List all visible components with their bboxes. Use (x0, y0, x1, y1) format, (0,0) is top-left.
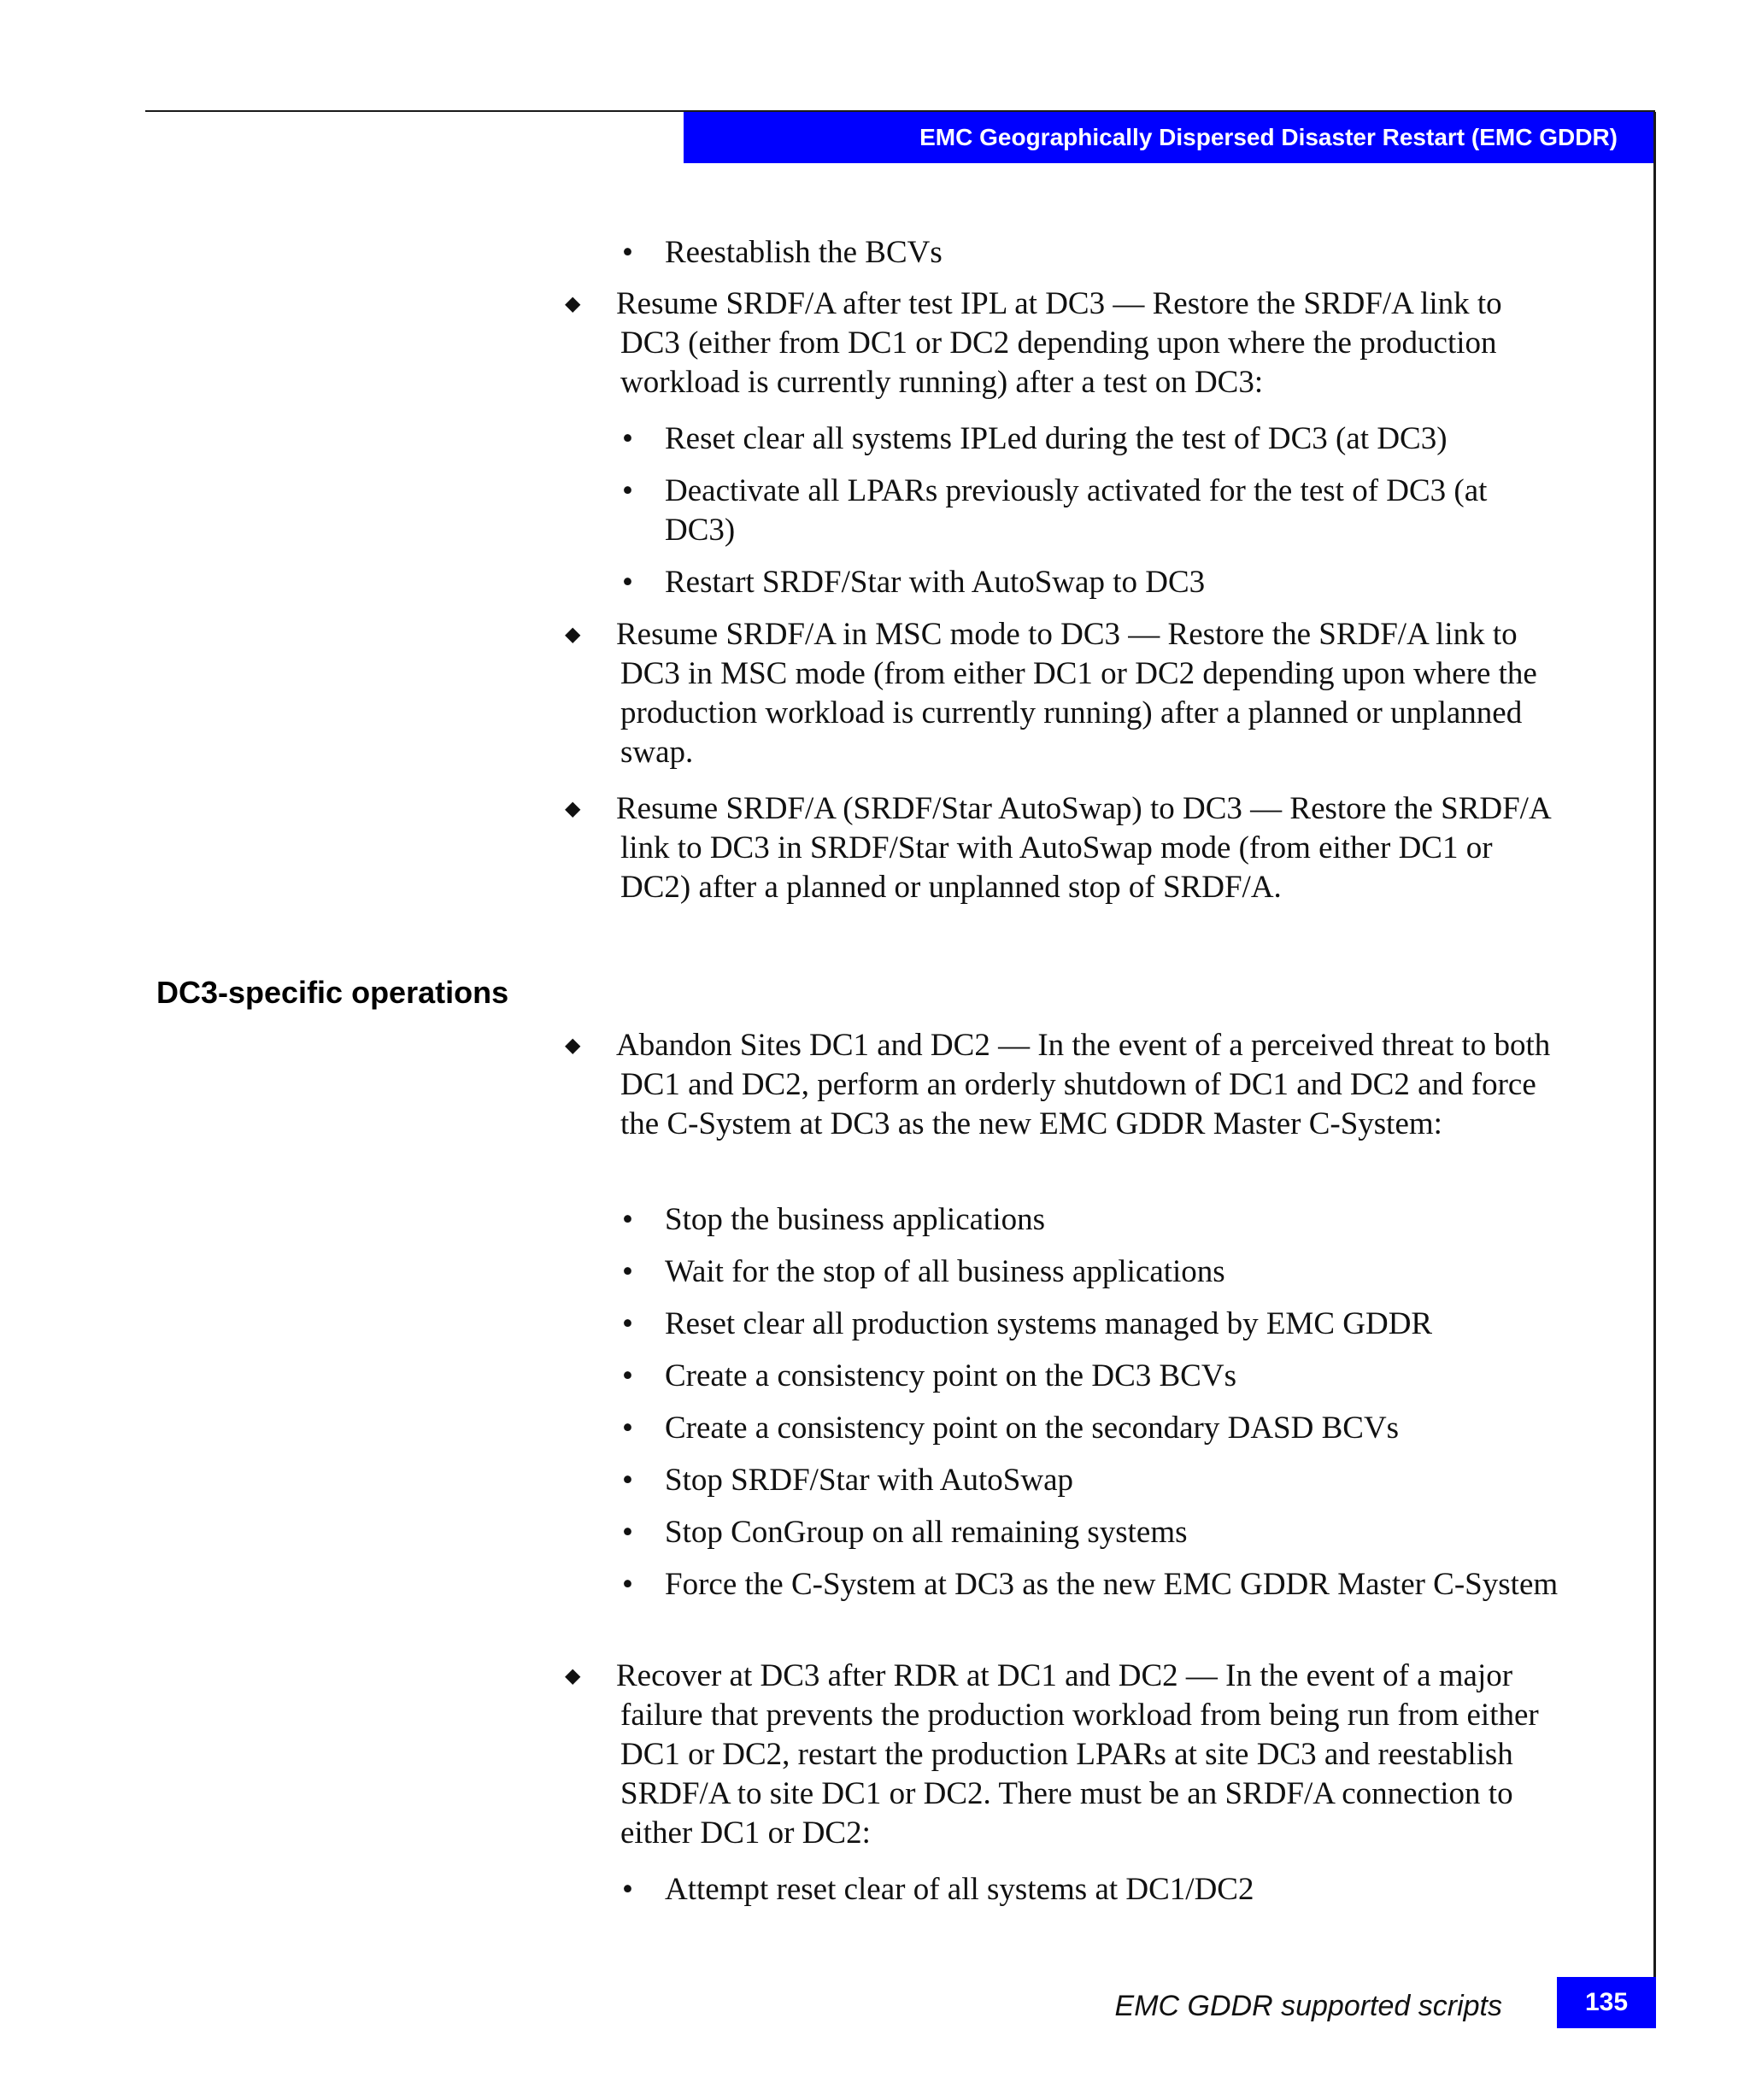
list-item-text: Resume SRDF/A in MSC mode to DC3 — Restore the SRDF/A link to DC3 in MSC mode (from either DC1 or DC2 depending upon where the production workload is currently running) after a planned or unplanned swap. (616, 617, 1537, 770)
list-item-text: Create a consistency point on the secondary DASD BCVs (665, 1411, 1400, 1446)
list-item-text: Restart SRDF/Star with AutoSwap to DC3 (665, 565, 1206, 600)
list-item-text: Create a consistency point on the DC3 BCVs (665, 1358, 1236, 1393)
bullet-marker: • (622, 1515, 633, 1550)
bullet-marker: • (622, 565, 633, 600)
list-item-sub (622, 1870, 1562, 1909)
list-item-text: Resume SRDF/A (SRDF/Star AutoSwap) to DC3 — Restore the SRDF/A link to DC3 in SRDF/Star with AutoSwap mode (from either DC1 or DC2) after a planned or unplanned stop of SRDF/A. (616, 791, 1550, 905)
list-item-sub (622, 1305, 1562, 1344)
list-item-sub (622, 233, 1562, 273)
bullet-marker: • (622, 473, 633, 508)
bullet-marker: • (622, 1411, 633, 1446)
bullet-marker: • (622, 1358, 633, 1393)
list-item-text: Abandon Sites DC1 and DC2 — In the event of a perceived threat to both DC1 and DC2, perform an orderly shutdown of DC1 and DC2 and force the C-System at DC3 as the new EMC GDDR Master C-System: (616, 1028, 1551, 1141)
list-item (565, 1026, 1560, 1144)
bullet-marker: • (622, 1463, 633, 1498)
page-number: 135 (1557, 1977, 1656, 2028)
page-right-rule (1653, 112, 1656, 1995)
list-item (565, 1657, 1560, 1853)
diamond-bullet-icon: ◆ (565, 1035, 581, 1057)
bullet-marker: • (622, 1567, 633, 1602)
list-item-text: Force the C-System at DC3 as the new EMC GDDR Master C-System (665, 1567, 1559, 1602)
bullet-marker: • (622, 421, 633, 456)
footer-title: EMC GDDR supported scripts (1114, 1990, 1502, 2022)
diamond-bullet-icon: ◆ (565, 1665, 581, 1687)
list-item-text: Resume SRDF/A after test IPL at DC3 — Restore the SRDF/A link to DC3 (either from DC1 or DC2 depending upon where the production workload is currently running) after a test on DC3: (616, 286, 1502, 400)
list-item-text: Stop SRDF/Star with AutoSwap (665, 1463, 1074, 1498)
list-item-sub (622, 1461, 1562, 1500)
list-item-sub (622, 1200, 1562, 1240)
list-item (565, 615, 1560, 772)
bullet-marker: • (622, 1202, 633, 1237)
diamond-bullet-icon: ◆ (565, 624, 581, 646)
list-item-text: Reestablish the BCVs (665, 235, 943, 270)
list-item-sub (622, 1565, 1562, 1604)
bullet-marker: • (622, 235, 633, 270)
list-item (565, 284, 1560, 402)
section-heading: DC3-specific operations (156, 975, 509, 1010)
bullet-marker: • (622, 1872, 633, 1907)
list-item-sub (622, 1409, 1562, 1448)
list-item-text: Stop the business applications (665, 1202, 1045, 1237)
list-item-sub (622, 563, 1562, 602)
list-item-text: Deactivate all LPARs previously activated for the test of DC3 (at DC3) (665, 473, 1488, 548)
diamond-bullet-icon: ◆ (565, 798, 581, 820)
list-item-text: Attempt reset clear of all systems at DC1/DC2 (665, 1872, 1254, 1907)
list-item-text: Wait for the stop of all business applications (665, 1254, 1225, 1289)
list-item-sub (622, 472, 1562, 550)
list-item (565, 789, 1560, 907)
list-item-sub (622, 1252, 1562, 1292)
list-item-text: Recover at DC3 after RDR at DC1 and DC2 — In the event of a major failure that prevents the production workload from being run from either DC1 or DC2, restart the production LPARs at site DC3 and reestablish SRDF/A to site DC1 or DC2. There must be an SRDF/A connection to either DC1 or DC2: (616, 1658, 1539, 1851)
list-item-sub (622, 419, 1562, 459)
list-item-text: Stop ConGroup on all remaining systems (665, 1515, 1188, 1550)
list-item-text: Reset clear all production systems managed by EMC GDDR (665, 1306, 1433, 1341)
diamond-bullet-icon: ◆ (565, 293, 581, 315)
running-header-title: EMC Geographically Dispersed Disaster Restart (EMC GDDR) (919, 124, 1618, 150)
list-item-sub (622, 1513, 1562, 1552)
running-header (684, 112, 1655, 163)
list-item-sub (622, 1357, 1562, 1396)
bullet-marker: • (622, 1306, 633, 1341)
bullet-marker: • (622, 1254, 633, 1289)
list-item-text: Reset clear all systems IPLed during the test of DC3 (at DC3) (665, 421, 1448, 456)
